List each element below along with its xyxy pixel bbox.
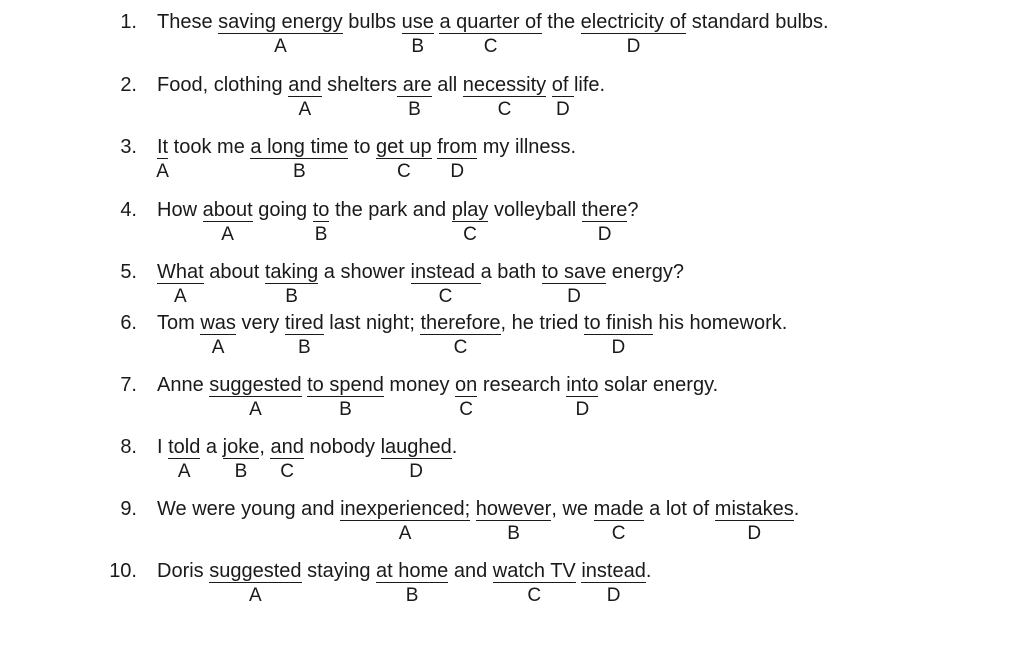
option-text: What bbox=[157, 261, 204, 283]
question-sentence bbox=[157, 311, 788, 358]
underlined-option-d bbox=[714, 498, 794, 544]
sentence-text: a bath bbox=[480, 261, 542, 283]
question-number: 7. bbox=[120, 374, 137, 396]
option-letter-a: A bbox=[174, 286, 187, 307]
question-number: 5. bbox=[120, 261, 137, 283]
underlined-option-b bbox=[250, 136, 349, 182]
underlined-option-b bbox=[222, 436, 260, 482]
sentence-text: a shower bbox=[318, 261, 411, 283]
underlined-option-c bbox=[270, 436, 304, 482]
sentence-text: Doris bbox=[157, 560, 210, 582]
question-sentence bbox=[157, 73, 606, 120]
option-text: to spend bbox=[307, 374, 384, 396]
sentence-text: my illness. bbox=[477, 136, 577, 158]
underlined-option-a bbox=[202, 199, 253, 245]
underlined-option-b bbox=[401, 11, 434, 57]
underlined-option-a bbox=[218, 11, 343, 57]
option-text: about bbox=[202, 199, 253, 221]
underlined-option-c bbox=[462, 74, 547, 120]
sentence-text: solar energy. bbox=[598, 374, 719, 396]
option-text: electricity of bbox=[580, 11, 687, 33]
option-letter-a: A bbox=[249, 399, 262, 420]
option-letter-b: B bbox=[408, 99, 421, 120]
option-text: to save bbox=[541, 261, 607, 283]
underlined-option-c bbox=[492, 560, 576, 606]
question-number: 9. bbox=[120, 498, 137, 520]
option-letter-c: C bbox=[438, 286, 453, 307]
question-5 bbox=[0, 260, 1024, 312]
question-number: 1. bbox=[120, 11, 137, 33]
option-letter-d: D bbox=[626, 36, 641, 57]
question-number: 4. bbox=[120, 199, 137, 221]
underlined-option-b bbox=[312, 199, 330, 245]
option-text: and bbox=[270, 436, 304, 458]
sentence-text: took me bbox=[168, 136, 251, 158]
sentence-text: We were young and bbox=[157, 498, 341, 520]
option-letter-d: D bbox=[597, 224, 612, 245]
option-text: therefore bbox=[420, 312, 501, 334]
option-letter-c: C bbox=[453, 337, 468, 358]
sentence-text: Tom bbox=[157, 312, 201, 334]
sentence-text: . bbox=[645, 560, 652, 582]
sentence-text: the park and bbox=[329, 199, 452, 221]
option-text: suggested bbox=[209, 374, 302, 396]
underlined-option-b bbox=[376, 560, 449, 606]
underlined-option-c bbox=[439, 11, 542, 57]
question-4 bbox=[0, 198, 1024, 250]
underlined-option-c bbox=[451, 199, 489, 245]
underlined-option-b bbox=[307, 374, 384, 420]
option-text: joke bbox=[222, 436, 260, 458]
sentence-text: I bbox=[157, 436, 169, 458]
option-text: watch TV bbox=[492, 560, 576, 582]
option-letter-a: A bbox=[177, 461, 191, 482]
option-text: told bbox=[168, 436, 201, 458]
underlined-option-a bbox=[157, 261, 204, 307]
question-sentence bbox=[157, 559, 652, 606]
underlined-option-d bbox=[581, 560, 646, 606]
option-text: was bbox=[200, 312, 236, 334]
sentence-text: How bbox=[157, 199, 203, 221]
option-text: made bbox=[593, 498, 644, 520]
question-1 bbox=[0, 10, 1024, 62]
option-text: suggested bbox=[209, 560, 302, 582]
option-letter-d: D bbox=[747, 523, 762, 544]
question-sentence bbox=[157, 198, 639, 245]
option-letter-b: B bbox=[411, 36, 425, 57]
option-text: instead bbox=[410, 261, 481, 283]
option-text: are bbox=[397, 74, 432, 96]
sentence-text: last night; bbox=[323, 312, 421, 334]
sentence-text: , we bbox=[551, 498, 594, 520]
underlined-option-d bbox=[581, 199, 628, 245]
option-letter-a: A bbox=[398, 523, 412, 544]
option-text: on bbox=[455, 374, 478, 396]
option-letter-b: B bbox=[297, 337, 311, 358]
option-letter-a: A bbox=[298, 99, 312, 120]
option-text: mistakes bbox=[714, 498, 794, 520]
question-10 bbox=[0, 559, 1024, 611]
question-sentence bbox=[157, 260, 685, 307]
option-text: play bbox=[451, 199, 489, 221]
option-letter-d: D bbox=[409, 461, 424, 482]
underlined-option-d bbox=[583, 312, 653, 358]
option-text: into bbox=[566, 374, 599, 396]
question-number: 6. bbox=[120, 312, 137, 334]
sentence-text: staying bbox=[301, 560, 377, 582]
option-text: from bbox=[437, 136, 478, 158]
option-text: laughed bbox=[380, 436, 452, 458]
underlined-option-d bbox=[566, 374, 599, 420]
underlined-option-a bbox=[200, 312, 236, 358]
option-text: to bbox=[312, 199, 330, 221]
underlined-option-a bbox=[209, 374, 302, 420]
sentence-text: Anne bbox=[157, 374, 210, 396]
question-number: 10. bbox=[109, 560, 137, 582]
sentence-text: volleyball bbox=[488, 199, 582, 221]
underlined-option-a bbox=[288, 74, 322, 120]
underlined-option-a bbox=[156, 136, 169, 182]
question-number: 8. bbox=[120, 436, 137, 458]
option-letter-c: C bbox=[396, 161, 411, 182]
option-text: to finish bbox=[583, 312, 653, 334]
option-letter-d: D bbox=[611, 337, 626, 358]
option-text: at home bbox=[376, 560, 449, 582]
option-letter-b: B bbox=[314, 224, 328, 245]
option-letter-a: A bbox=[274, 36, 287, 57]
option-text: tired bbox=[284, 312, 324, 334]
sentence-text: Food, clothing bbox=[157, 74, 289, 96]
sentence-text: research bbox=[477, 374, 567, 396]
option-text: however bbox=[475, 498, 552, 520]
sentence-text: shelters bbox=[321, 74, 398, 96]
option-letter-c: C bbox=[527, 585, 542, 606]
option-text: necessity bbox=[462, 74, 547, 96]
option-letter-b: B bbox=[507, 523, 520, 544]
option-text: use bbox=[401, 11, 434, 33]
option-letter-c: C bbox=[280, 461, 295, 482]
option-text: of bbox=[551, 74, 574, 96]
sentence-text: life. bbox=[573, 74, 606, 96]
underlined-option-c bbox=[410, 261, 481, 307]
underlined-option-c bbox=[593, 498, 644, 544]
option-text: saving energy bbox=[218, 11, 343, 33]
sentence-text: going bbox=[252, 199, 313, 221]
underlined-option-b bbox=[284, 312, 324, 358]
option-text: inexperienced; bbox=[340, 498, 471, 520]
option-letter-c: C bbox=[483, 36, 498, 57]
underlined-option-a bbox=[209, 560, 302, 606]
underlined-option-d bbox=[380, 436, 452, 482]
sentence-text: bulbs bbox=[342, 11, 402, 33]
sentence-text: nobody bbox=[303, 436, 381, 458]
sentence-text: the bbox=[541, 11, 581, 33]
question-3 bbox=[0, 135, 1024, 187]
option-letter-d: D bbox=[575, 399, 590, 420]
underlined-option-d bbox=[551, 74, 574, 120]
option-letter-a: A bbox=[221, 224, 234, 245]
question-sentence bbox=[157, 497, 800, 544]
option-text: and bbox=[288, 74, 322, 96]
question-8 bbox=[0, 435, 1024, 487]
sentence-text: all bbox=[431, 74, 463, 96]
underlined-option-a bbox=[168, 436, 201, 482]
question-9 bbox=[0, 497, 1024, 549]
question-7 bbox=[0, 373, 1024, 425]
option-letter-c: C bbox=[611, 523, 626, 544]
option-letter-a: A bbox=[156, 161, 169, 182]
question-6 bbox=[0, 311, 1024, 363]
question-sentence bbox=[156, 135, 577, 182]
option-text: instead bbox=[581, 560, 646, 582]
option-letter-d: D bbox=[450, 161, 465, 182]
sentence-text: about bbox=[203, 261, 265, 283]
option-letter-c: C bbox=[497, 99, 512, 120]
option-letter-a: A bbox=[249, 585, 262, 606]
sentence-text: These bbox=[157, 11, 219, 33]
underlined-option-b bbox=[397, 74, 432, 120]
option-letter-b: B bbox=[234, 461, 248, 482]
question-number: 3. bbox=[120, 136, 137, 158]
sentence-text: energy? bbox=[606, 261, 685, 283]
sentence-text: a lot of bbox=[643, 498, 715, 520]
option-text: a quarter of bbox=[439, 11, 542, 33]
option-text: there bbox=[581, 199, 628, 221]
option-text: get up bbox=[376, 136, 432, 158]
question-sentence bbox=[157, 10, 829, 57]
option-letter-c: C bbox=[459, 399, 474, 420]
underlined-option-c bbox=[376, 136, 432, 182]
option-letter-b: B bbox=[405, 585, 419, 606]
sentence-text: . bbox=[793, 498, 800, 520]
question-2 bbox=[0, 73, 1024, 125]
question-sentence bbox=[157, 435, 458, 482]
option-letter-d: D bbox=[606, 585, 621, 606]
option-letter-a: A bbox=[211, 337, 225, 358]
sentence-text: and bbox=[448, 560, 493, 582]
sentence-text: , he tried bbox=[500, 312, 584, 334]
option-letter-d: D bbox=[555, 99, 570, 120]
sentence-text: money bbox=[383, 374, 456, 396]
sentence-text: a bbox=[200, 436, 223, 458]
underlined-option-a bbox=[340, 498, 471, 544]
underlined-option-d bbox=[437, 136, 478, 182]
underlined-option-d bbox=[580, 11, 687, 57]
question-sentence bbox=[157, 373, 719, 420]
option-text: taking bbox=[264, 261, 319, 283]
underlined-option-c bbox=[455, 374, 478, 420]
option-text: a long time bbox=[250, 136, 349, 158]
sentence-text: ? bbox=[627, 199, 639, 221]
question-number: 2. bbox=[120, 74, 137, 96]
sentence-text: . bbox=[451, 436, 458, 458]
sentence-text: his homework. bbox=[652, 312, 788, 334]
option-letter-d: D bbox=[567, 286, 581, 307]
option-letter-c: C bbox=[463, 224, 477, 245]
option-letter-b: B bbox=[339, 399, 352, 420]
option-letter-b: B bbox=[292, 161, 306, 182]
underlined-option-b bbox=[264, 261, 319, 307]
option-text: It bbox=[157, 136, 169, 158]
underlined-option-d bbox=[541, 261, 607, 307]
sentence-text: to bbox=[348, 136, 377, 158]
sentence-text: very bbox=[235, 312, 285, 334]
option-letter-b: B bbox=[285, 286, 298, 307]
underlined-option-b bbox=[475, 498, 552, 544]
sentence-text: standard bulbs. bbox=[686, 11, 829, 33]
sentence-text: , bbox=[259, 436, 271, 458]
underlined-option-c bbox=[420, 312, 501, 358]
